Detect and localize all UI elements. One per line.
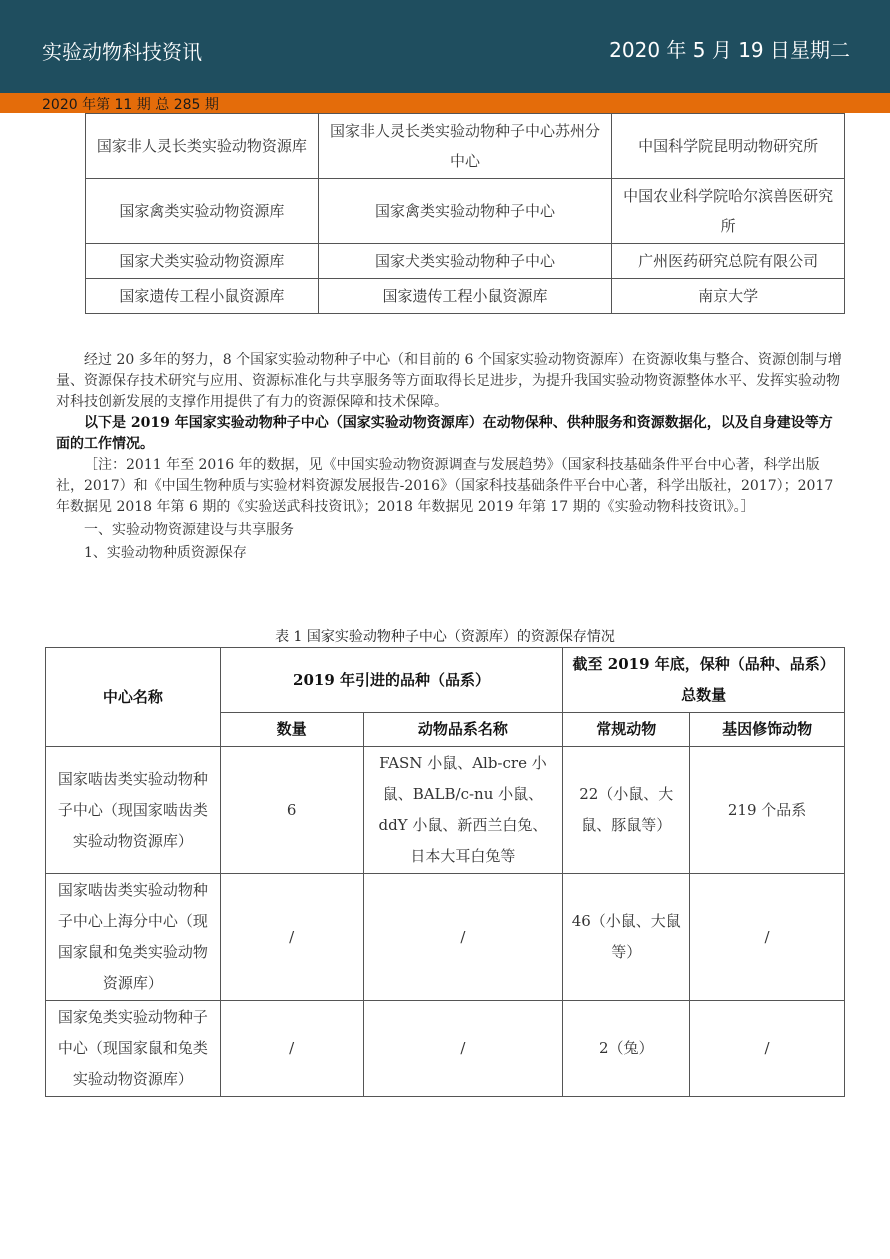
table-row [86, 279, 845, 314]
table-row [46, 1001, 845, 1097]
column-header: 基因修饰动物 [690, 713, 845, 747]
table-header-row [46, 648, 845, 713]
table-cell: 国家禽类实验动物资源库 [86, 179, 319, 244]
table-cell: 国家非人灵长类实验动物种子中心苏州分中心 [318, 114, 612, 179]
paragraph: 经过 20 多年的努力，8 个国家实验动物种子中心（和目前的 6 个国家实验动物资源库）在资源收集与整合、资源创制与增量、资源保存技术研究与应用、资源标准化与共享服务等方面取得长足进步，为提升我国实验动物资源整体水平、发挥实验动物对科技创新发展的支撑作用提供了有力的资源保障和技术保障。 [56, 352, 842, 410]
table-row [46, 747, 845, 874]
table-cell: 22（小鼠、大鼠、豚鼠等） [563, 747, 690, 874]
table-cell: 6 [220, 747, 363, 874]
article-body [56, 350, 846, 566]
table-cell: 国家啮齿类实验动物种子中心（现国家啮齿类实验动物资源库） [46, 747, 221, 874]
table-cell: FASN 小鼠、Alb-cre 小鼠、BALB/c-nu 小鼠、ddY 小鼠、新西兰白兔、日本大耳白兔等 [363, 747, 563, 874]
paragraph-bold: 以下是 2019 年国家实验动物种子中心（国家实验动物资源库）在动物保种、供种服务和资源数据化，以及自身建设等方面的工作情况。 [56, 415, 833, 452]
table-row [86, 244, 845, 279]
table-row [46, 874, 845, 1001]
table-row [86, 179, 845, 244]
table-cell: / [690, 874, 845, 1001]
column-group-header: 2019 年引进的品种（品系） [220, 648, 563, 713]
table-cell: 46（小鼠、大鼠等） [563, 874, 690, 1001]
table-cell: 国家犬类实验动物种子中心 [318, 244, 612, 279]
column-header: 数量 [220, 713, 363, 747]
table-cell: / [690, 1001, 845, 1097]
section-heading: 一、实验动物资源建设与共享服务 [84, 522, 294, 538]
table-cell: / [363, 874, 563, 1001]
note-paragraph: ［注：2011 年至 2016 年的数据，见《中国实验动物资源调查与发展趋势》（国家科技基础条件平台中心著，科学出版社，2017）和《中国生物种质与实验材料资源发展报告-2016》（国家科技基础条件平台中心著，科学出版社，2017）；2017 年数据见 2018 年第 6 期的《实验送武科技资讯》；2018 年数据见 2019 年第 17 期的《实验动物科技资讯》。］ [56, 457, 834, 515]
table-row [86, 114, 845, 179]
table-cell: 南京大学 [612, 279, 845, 314]
table-cell: / [363, 1001, 563, 1097]
column-header: 常规动物 [563, 713, 690, 747]
issue-number: 2020 年第 11 期 总 285 期 [42, 97, 219, 113]
column-header: 动物品系名称 [363, 713, 563, 747]
subsection-heading: 1、实验动物种质资源保存 [84, 545, 247, 561]
table-cell: 中国农业科学院哈尔滨兽医研究所 [612, 179, 845, 244]
table-cell: 2（兔） [563, 1001, 690, 1097]
issue-date: 2020 年 5 月 19 日星期二 [609, 38, 850, 62]
column-header: 中心名称 [46, 648, 221, 747]
table-cell: 219 个品系 [690, 747, 845, 874]
header-banner [0, 0, 890, 93]
issue-bar [0, 93, 890, 113]
resource-library-table [85, 113, 845, 314]
table-cell: 国家禽类实验动物种子中心 [318, 179, 612, 244]
table-cell: 国家遗传工程小鼠资源库 [86, 279, 319, 314]
resource-preservation-table [45, 647, 845, 1097]
table-cell: 国家遗传工程小鼠资源库 [318, 279, 612, 314]
table-cell: 国家啮齿类实验动物种子中心上海分中心（现国家鼠和兔类实验动物资源库） [46, 874, 221, 1001]
newsletter-title: 实验动物科技资讯 [42, 40, 202, 64]
table-cell: / [220, 874, 363, 1001]
column-group-header: 截至 2019 年底，保种（品种、品系）总数量 [563, 648, 845, 713]
table-cell: 国家犬类实验动物资源库 [86, 244, 319, 279]
table-cell: 国家兔类实验动物种子中心（现国家鼠和兔类实验动物资源库） [46, 1001, 221, 1097]
table-cell: / [220, 1001, 363, 1097]
table-cell: 国家非人灵长类实验动物资源库 [86, 114, 319, 179]
table-cell: 中国科学院昆明动物研究所 [612, 114, 845, 179]
table-caption: 表 1 国家实验动物种子中心（资源库）的资源保存情况 [275, 629, 615, 645]
table-cell: 广州医药研究总院有限公司 [612, 244, 845, 279]
